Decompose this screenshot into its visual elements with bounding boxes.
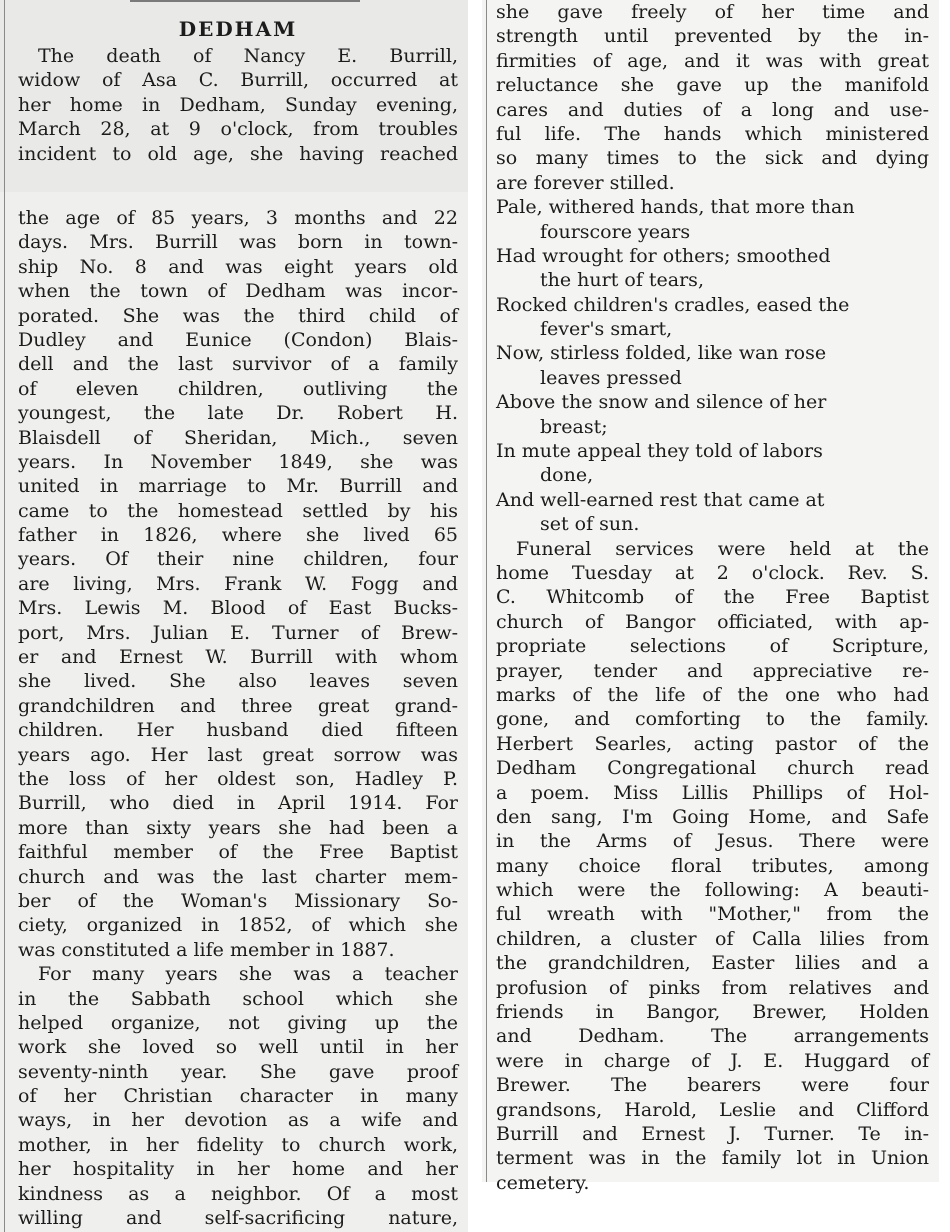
text-line: Mrs. Lewis M. Blood of East Bucks- (18, 597, 458, 620)
text-line: years. Of their nine children, four (18, 548, 458, 571)
text-line: March 28, at 9 o'clock, from troubles (18, 118, 458, 141)
text-line: church and was the last charter mem- (18, 865, 458, 888)
text-line: For many years she was a teacher (38, 963, 458, 986)
text-line: years. In November 1849, she was (18, 450, 458, 473)
text-line: friends in Bangor, Brewer, Holden (496, 1001, 929, 1024)
poem-line: the hurt of tears, (540, 269, 704, 292)
clipping-right-column (482, 0, 939, 1194)
text-line: strength until prevented by the in- (496, 25, 929, 48)
text-line: was constituted a life member in 1887. (18, 938, 395, 961)
text-line: work she loved so well until in her (18, 1036, 458, 1059)
text-line: Dedham Congregational church read (496, 757, 929, 780)
text-line: ber of the Woman's Missionary So- (18, 889, 458, 912)
text-line: youngest, the late Dr. Robert H. (18, 402, 458, 425)
text-line: when the town of Dedham was incor- (18, 280, 458, 303)
text-line: Dudley and Eunice (Condon) Blais- (18, 328, 458, 351)
text-line: a poem. Miss Lillis Phillips of Hol- (496, 781, 929, 804)
column-1-bottom (0, 206, 468, 1230)
poem-line: done, (540, 464, 594, 487)
text-line: so many times to the sick and dying (496, 147, 929, 170)
text-line: Herbert Searles, acting pastor of the (496, 732, 929, 755)
text-line: firmities of age, and it was with great (496, 49, 929, 72)
poem-line: Had wrought for others; smoothed (496, 244, 831, 267)
poem-line: fourscore years (540, 220, 691, 243)
text-line: profusion of pinks from relatives and (496, 976, 929, 999)
text-line: marks of the life of the one who had (496, 683, 929, 706)
poem-line: In mute appeal they told of labors (496, 440, 823, 463)
text-line: ciety, organized in 1852, of which she (18, 914, 458, 937)
text-line: years ago. Her last great sorrow was (18, 743, 458, 766)
text-line: came to the homestead settled by his (18, 499, 458, 522)
text-line: more than sixty years she had been a (18, 816, 458, 839)
text-line: er and Ernest W. Burrill with whom (18, 646, 458, 669)
text-line: the grandchildren, Easter lilies and a (496, 952, 929, 975)
text-line: propriate selections of Scripture, (496, 635, 929, 658)
column-2 (482, 0, 939, 1195)
text-line: cemetery. (496, 1171, 590, 1194)
clipping-top-left (0, 0, 468, 192)
text-line: the loss of her oldest son, Hadley P. (18, 767, 458, 790)
clipping-bottom-left (0, 192, 468, 1232)
text-line: father in 1826, where she lived 65 (18, 524, 458, 547)
text-line: prayer, tender and appreciative re- (496, 659, 929, 682)
text-line: she lived. She also leaves seven (18, 670, 458, 693)
text-line: seventy-ninth year. She gave proof (18, 1060, 458, 1083)
poem-line: set of sun. (540, 513, 640, 536)
text-line: faithful member of the Free Baptist (18, 841, 458, 864)
poem-line: fever's smart, (540, 318, 673, 341)
text-line: ship No. 8 and was eight years old (18, 255, 458, 278)
text-line: incident to old age, she having reached (18, 142, 458, 165)
text-line: in the Arms of Jesus. There were (496, 830, 929, 853)
text-line: are living, Mrs. Frank W. Fogg and (18, 572, 458, 595)
text-line: The death of Nancy E. Burrill, (38, 45, 458, 67)
text-line: helped organize, not giving up the (18, 1011, 458, 1034)
text-line: willing and self-sacrificing nature, (18, 1207, 458, 1230)
text-line: reluctance she gave up the manifold (496, 74, 929, 97)
text-line: church of Bangor officiated, with ap- (496, 610, 929, 633)
text-line: kindness as a neighbor. Of a most (18, 1182, 458, 1205)
text-line: children. Her husband died fifteen (18, 719, 458, 742)
text-line: Burrill and Ernest J. Turner. Te in- (496, 1122, 929, 1145)
text-line: were in charge of J. E. Huggard of (496, 1049, 929, 1072)
text-line: widow of Asa C. Burrill, occurred at (18, 69, 458, 92)
text-line: C. Whitcomb of the Free Baptist (496, 586, 929, 609)
text-line: cares and duties of a long and use- (496, 98, 929, 121)
text-line: mother, in her fidelity to church work, (18, 1133, 458, 1156)
text-line: her hospitality in her home and her (18, 1158, 458, 1181)
text-line: Burrill, who died in April 1914. For (18, 792, 458, 815)
text-line: grandsons, Harold, Leslie and Clifford (496, 1098, 929, 1121)
text-line: the age of 85 years, 3 months and 22 (18, 207, 458, 229)
poem-line: leaves pressed (540, 366, 682, 389)
poem-line: Now, stirless folded, like wan rose (496, 342, 827, 365)
text-line: united in marriage to Mr. Burrill and (18, 475, 458, 498)
text-line: port, Mrs. Julian E. Turner of Brew- (18, 621, 458, 644)
poem-line: And well-earned rest that came at (496, 488, 825, 511)
text-line: ways, in her devotion as a wife and (18, 1109, 458, 1132)
text-line: gone, and comforting to the family. (496, 708, 929, 731)
text-line: her home in Dedham, Sunday evening, (18, 93, 458, 116)
poem-line: Pale, withered hands, that more than (496, 196, 855, 219)
text-line: children, a cluster of Calla lilies from (496, 927, 929, 950)
poem-line: Rocked children's cradles, eased the (496, 293, 850, 316)
text-line: Brewer. The bearers were four (496, 1074, 929, 1097)
heading-rule (130, 0, 360, 2)
column-1-top (0, 14, 468, 166)
text-line: she gave freely of her time and (496, 1, 929, 23)
poem-line: breast; (540, 415, 608, 438)
text-line: Blaisdell of Sheridan, Mich., seven (18, 426, 458, 449)
text-line: of her Christian character in many (18, 1085, 458, 1108)
text-line: home Tuesday at 2 o'clock. Rev. S. (496, 561, 929, 584)
text-line: ful wreath with "Mother," from the (496, 903, 929, 926)
text-line: grandchildren and three great grand- (18, 694, 458, 717)
text-line: Funeral services were held at the (516, 537, 929, 560)
text-line: are forever stilled. (496, 171, 675, 194)
text-line: of eleven children, outliving the (18, 377, 458, 400)
text-line: many choice floral tributes, among (496, 854, 929, 877)
text-line: which were the following: A beauti- (496, 879, 929, 902)
text-line: dell and the last survivor of a family (18, 353, 458, 376)
text-line: in the Sabbath school which she (18, 987, 458, 1010)
text-line: porated. She was the third child of (18, 304, 458, 327)
poem-line: Above the snow and silence of her (496, 391, 827, 414)
text-line: and Dedham. The arrangements (496, 1025, 929, 1048)
text-line: den sang, I'm Going Home, and Safe (496, 805, 929, 828)
text-line: terment was in the family lot in Union (496, 1147, 929, 1170)
article-heading: DEDHAM (178, 17, 298, 41)
text-line: days. Mrs. Burrill was born in town- (18, 231, 458, 254)
text-line: ful life. The hands which ministered (496, 122, 929, 145)
